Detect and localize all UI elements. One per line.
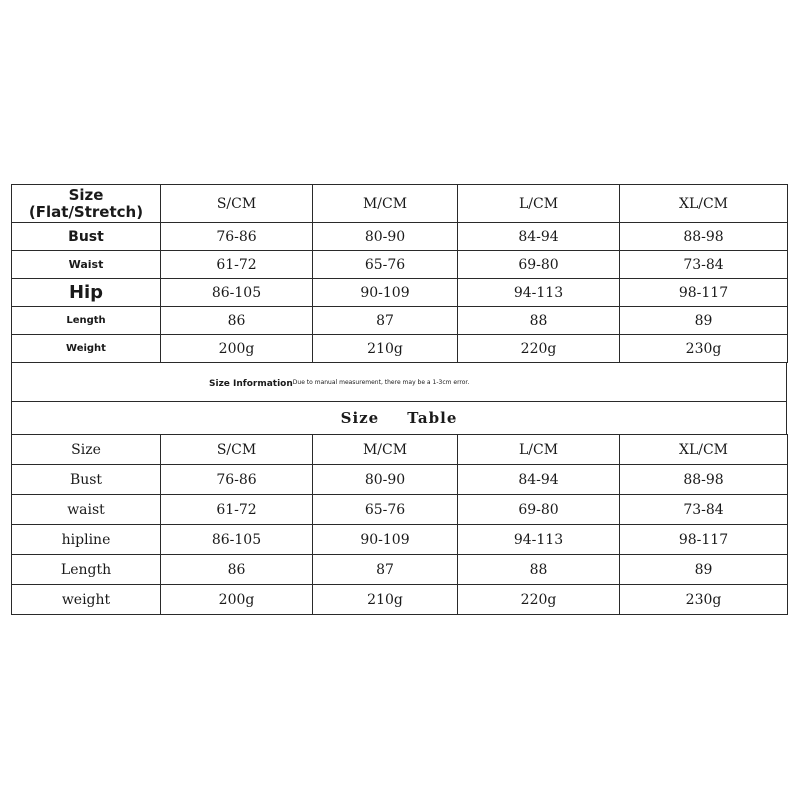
table-cell: 220g bbox=[458, 585, 620, 615]
table-cell: 80-90 bbox=[313, 465, 458, 495]
column-header: L/CM bbox=[458, 185, 620, 223]
table-row bbox=[12, 279, 788, 307]
row-label: Hip bbox=[12, 279, 161, 307]
table-cell: 76-86 bbox=[161, 223, 313, 251]
corner-label-size: Size bbox=[68, 185, 104, 204]
table-cell: 65-76 bbox=[313, 251, 458, 279]
table-cell: 88-98 bbox=[620, 465, 788, 495]
row-label: Bust bbox=[12, 223, 161, 251]
table-cell: 86-105 bbox=[161, 525, 313, 555]
column-header: XL/CM bbox=[620, 185, 788, 223]
table-cell: 73-84 bbox=[620, 251, 788, 279]
corner-label: Size bbox=[12, 435, 161, 465]
row-label: hipline bbox=[12, 525, 161, 555]
table-cell: 69-80 bbox=[458, 495, 620, 525]
table-cell: 200g bbox=[161, 585, 313, 615]
table-cell: 89 bbox=[620, 307, 788, 335]
table-cell: 76-86 bbox=[161, 465, 313, 495]
row-label: weight bbox=[12, 585, 161, 615]
table-cell: 61-72 bbox=[161, 251, 313, 279]
table-cell: 230g bbox=[620, 585, 788, 615]
table-cell: 98-117 bbox=[620, 279, 788, 307]
table-cell: 230g bbox=[620, 335, 788, 363]
table-cell: 90-109 bbox=[313, 279, 458, 307]
note-text: Due to manual measurement, there may be a 1-3cm error. bbox=[292, 379, 470, 386]
table-row bbox=[12, 585, 788, 615]
table-row bbox=[12, 525, 788, 555]
table-cell: 69-80 bbox=[458, 251, 620, 279]
table-cell: 86-105 bbox=[161, 279, 313, 307]
row-label: Length bbox=[12, 555, 161, 585]
table-cell: 84-94 bbox=[458, 465, 620, 495]
column-header: XL/CM bbox=[620, 435, 788, 465]
column-header: M/CM bbox=[313, 435, 458, 465]
corner-label-flat-stretch: (Flat/Stretch) bbox=[28, 202, 144, 221]
note-label: Size Information bbox=[209, 379, 293, 389]
table-cell: 73-84 bbox=[620, 495, 788, 525]
table-row bbox=[12, 465, 788, 495]
table-cell: 84-94 bbox=[458, 223, 620, 251]
corner-label-cell bbox=[12, 185, 161, 223]
table-row bbox=[12, 335, 788, 363]
table-cell: 88 bbox=[458, 307, 620, 335]
table-row bbox=[12, 307, 788, 335]
table-cell: 200g bbox=[161, 335, 313, 363]
table-cell: 210g bbox=[313, 335, 458, 363]
table-cell: 86 bbox=[161, 555, 313, 585]
column-header: S/CM bbox=[161, 435, 313, 465]
table-cell: 90-109 bbox=[313, 525, 458, 555]
column-header: S/CM bbox=[161, 185, 313, 223]
table-header-row bbox=[12, 185, 788, 223]
table-cell: 61-72 bbox=[161, 495, 313, 525]
column-header: L/CM bbox=[458, 435, 620, 465]
size-chart bbox=[11, 184, 787, 615]
table-row bbox=[12, 223, 788, 251]
table-cell: 210g bbox=[313, 585, 458, 615]
row-label: Length bbox=[12, 307, 161, 335]
table-cell: 87 bbox=[313, 307, 458, 335]
size-table-bottom bbox=[11, 434, 788, 615]
row-label: Weight bbox=[12, 335, 161, 363]
table-row bbox=[12, 251, 788, 279]
table-cell: 89 bbox=[620, 555, 788, 585]
table-cell: 94-113 bbox=[458, 279, 620, 307]
table-header-row bbox=[12, 435, 788, 465]
table-cell: 86 bbox=[161, 307, 313, 335]
row-label: Bust bbox=[12, 465, 161, 495]
size-info-note bbox=[11, 362, 787, 435]
note-cell bbox=[12, 363, 787, 402]
table-cell: 220g bbox=[458, 335, 620, 363]
table-cell: 80-90 bbox=[313, 223, 458, 251]
table-cell: 87 bbox=[313, 555, 458, 585]
table-row bbox=[12, 495, 788, 525]
table-row bbox=[12, 555, 788, 585]
table-cell: 65-76 bbox=[313, 495, 458, 525]
row-label: waist bbox=[12, 495, 161, 525]
title-word-size: Size bbox=[340, 409, 380, 427]
table-cell: 98-117 bbox=[620, 525, 788, 555]
title-word-table: Table bbox=[407, 409, 458, 427]
table-cell: 88 bbox=[458, 555, 620, 585]
table-cell: 94-113 bbox=[458, 525, 620, 555]
row-label: Waist bbox=[12, 251, 161, 279]
table-cell: 88-98 bbox=[620, 223, 788, 251]
size-table-title bbox=[12, 402, 787, 435]
column-header: M/CM bbox=[313, 185, 458, 223]
size-table-top bbox=[11, 184, 788, 363]
